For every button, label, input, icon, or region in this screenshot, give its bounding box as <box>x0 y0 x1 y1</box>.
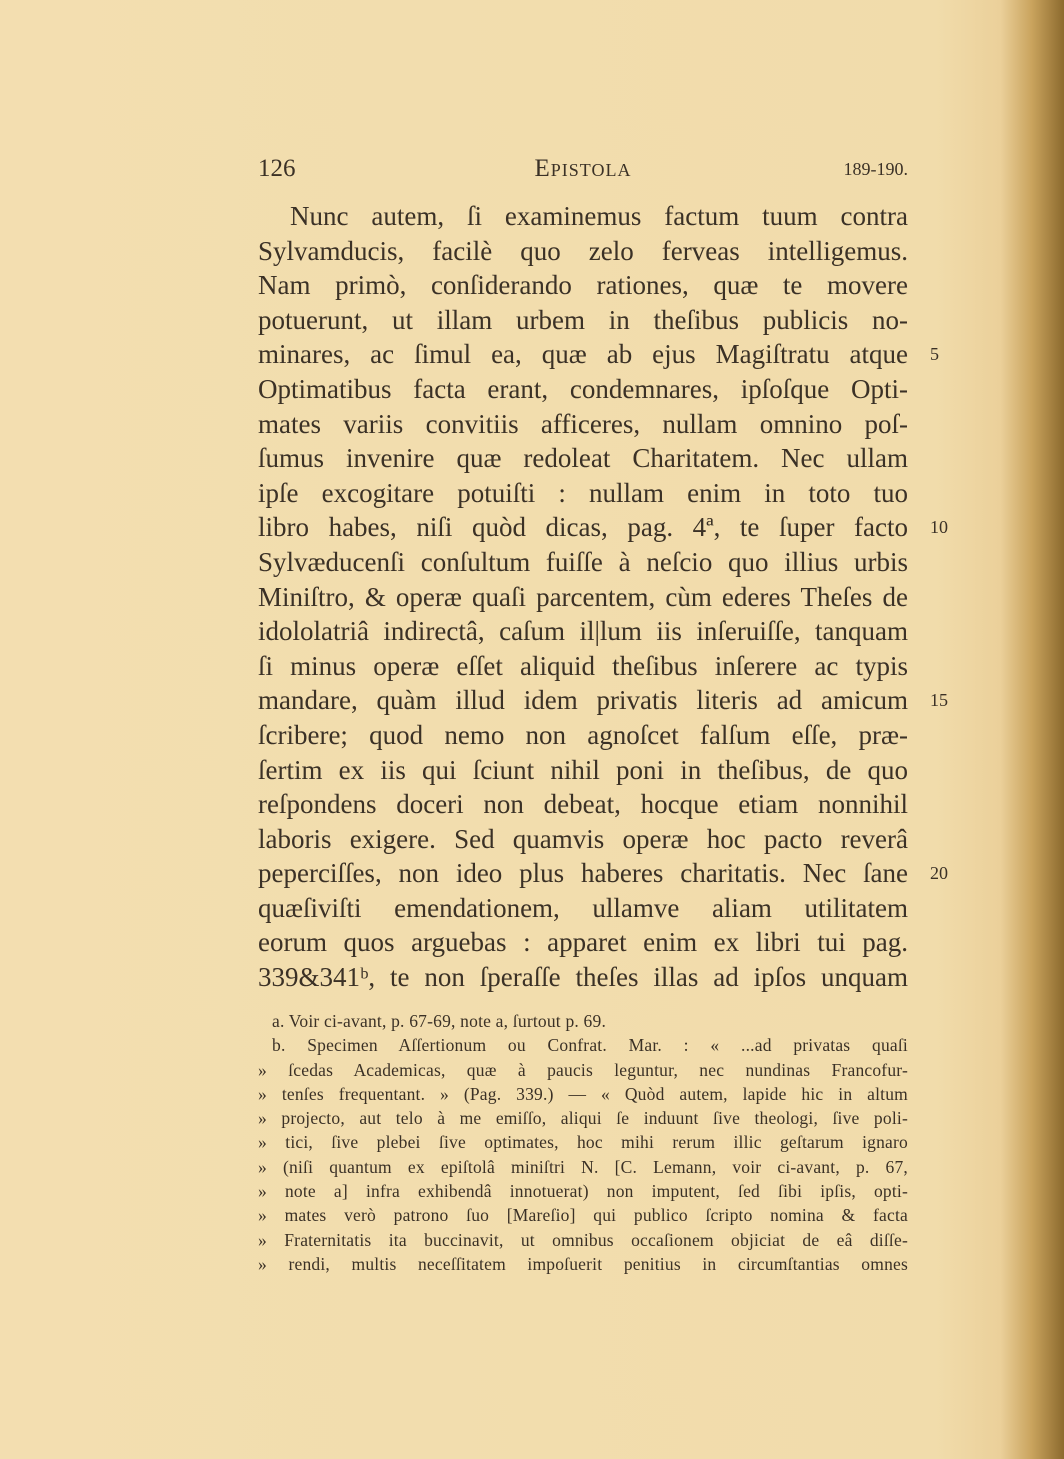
text-line-content: Nam primò, conſiderando rationes, quæ te movere <box>258 270 908 301</box>
footnote-line-content: » note a] infra exhibendâ innotuerat) non imputent, ſed ſibi ipſis, opti- <box>258 1181 908 1202</box>
footnote-line-content: a. Voir ci-avant, p. 67-69, note a, ſurtout p. 69. <box>272 1011 607 1031</box>
text-line-content: laboris exigere. Sed quamvis operæ hoc pacto reverâ <box>258 823 908 854</box>
text-line-content: Optimatibus facta erant, condemnares, ipſoſque Opti- <box>258 373 908 404</box>
text-line <box>258 753 908 788</box>
line-number: 20 <box>930 863 948 884</box>
running-header <box>258 155 908 191</box>
footnote-line <box>258 1082 908 1106</box>
footnote-line <box>258 1179 908 1203</box>
text-line-content: mandare, quàm illud idem privatis literis ad amicum <box>258 685 908 716</box>
text-line-content: ſi minus operæ eſſet aliquid theſibus inſerere ac typis <box>258 650 908 681</box>
footnote-line <box>258 1130 908 1154</box>
footnote-line-content: » mates verò patrono ſuo [Mareſio] qui publico ſcripto nomina & facta <box>258 1205 908 1226</box>
footnote-line <box>258 1252 908 1276</box>
text-line-content: quæſiviſti emendationem, ullamve aliam utilitatem <box>258 892 908 923</box>
line-number: 10 <box>930 517 948 538</box>
text-line-content: minares, ac ſimul ea, quæ ab ejus Magiſtratu atque <box>258 339 908 370</box>
text-line <box>258 614 908 649</box>
page-number: 126 <box>258 155 296 182</box>
text-line <box>258 476 908 511</box>
text-line-content: Miniſtro, & operæ quaſi parcentem, cùm ederes Theſes de <box>258 581 908 612</box>
text-line <box>258 545 908 580</box>
text-line <box>258 199 908 234</box>
text-line <box>258 337 908 372</box>
text-line-content: mates variis convitiis afficeres, nullam omnino poſ- <box>258 408 908 439</box>
text-line-content: ſcribere; quod nemo non agnoſcet falſum eſſe, præ- <box>258 719 908 750</box>
text-line-content: 339&341ᵇ, te non ſperaſſe theſes illas ad ipſos unquam <box>258 962 908 993</box>
text-line <box>258 510 908 545</box>
text-line-content: eorum quos arguebas : apparet enim ex libri tui pag. <box>258 927 908 958</box>
text-line <box>258 925 908 960</box>
text-line <box>258 441 908 476</box>
footnote-line <box>258 1106 908 1130</box>
text-line <box>258 234 908 269</box>
footnote-line-content: » tici, ſive plebei ſive optimates, hoc mihi rerum illic geſtarum ignaro <box>258 1132 908 1153</box>
footnote-line <box>258 1033 908 1057</box>
text-line-content: peperciſſes, non ideo plus haberes charitatis. Nec ſane <box>258 858 908 889</box>
line-number: 5 <box>930 344 939 365</box>
main-text <box>258 199 908 995</box>
text-line <box>258 372 908 407</box>
text-line <box>258 787 908 822</box>
footnote-line <box>258 1009 908 1033</box>
footnote-line-content: » tenſes frequentant. » (Pag. 339.) — « Quòd autem, lapide hic in altum <box>258 1083 908 1104</box>
text-line <box>258 822 908 857</box>
running-title: Epistola <box>534 155 632 182</box>
text-line-content: potuerunt, ut illam urbem in theſibus publicis no- <box>258 304 908 335</box>
footnote-line <box>258 1228 908 1252</box>
text-line <box>258 891 908 926</box>
footnote-line-content: » rendi, multis neceſſitatem impoſuerit penitius in circumſtantias omnes <box>258 1253 908 1274</box>
footnotes <box>258 1009 908 1276</box>
footnote-line-content: » Fraternitatis ita buccinavit, ut omnibus occaſionem objiciat de eâ diſſe- <box>258 1229 908 1250</box>
footnote-line <box>258 1058 908 1082</box>
text-line-content: idololatriâ indirectâ, caſum il|lum iis inſeruiſſe, tanquam <box>258 616 908 647</box>
text-line <box>258 303 908 338</box>
text-line-content: reſpondens doceri non debeat, hocque etiam nonnihil <box>258 789 908 820</box>
text-line <box>258 268 908 303</box>
text-line <box>258 856 908 891</box>
text-line-content: ipſe excogitare potuiſti : nullam enim in toto tuo <box>258 477 908 508</box>
text-line <box>258 718 908 753</box>
text-line <box>258 960 908 995</box>
text-line-content: Nunc autem, ſi examinemus factum tuum contra <box>290 201 908 231</box>
letter-reference: 189-190. <box>843 159 908 179</box>
text-line-content: ſertim ex iis qui ſciunt nihil poni in theſibus, de quo <box>258 754 908 785</box>
text-line-content: Sylvamducis, facilè quo zelo ferveas intelligemus. <box>258 235 908 266</box>
text-line <box>258 649 908 684</box>
footnote-line-content: » ſcedas Academicas, quæ à paucis leguntur, nec nundinas Francofur- <box>258 1059 908 1080</box>
line-number: 15 <box>930 690 948 711</box>
text-line <box>258 580 908 615</box>
footnote-line-content: » projecto, aut telo à me emiſſo, aliqui ſe induunt ſive theologi, ſive poli- <box>258 1108 908 1129</box>
text-line <box>258 407 908 442</box>
footnote-line-content: » (niſi quantum ex epiſtolâ miniſtri N. [C. Lemann, voir ci-avant, p. 67, <box>258 1156 908 1177</box>
footnote-line <box>258 1155 908 1179</box>
text-line-content: ſumus invenire quæ redoleat Charitatem. Nec ullam <box>258 443 908 474</box>
text-line-content: libro habes, niſi quòd dicas, pag. 4ª, te ſuper facto <box>258 512 908 543</box>
text-line-content: Sylvæducenſi conſultum fuiſſe à neſcio quo illius urbis <box>258 546 908 577</box>
footnote-line-content: b. Specimen Aſſertionum ou Confrat. Mar. : « ...ad privatas quaſi <box>272 1035 908 1056</box>
footnote-line <box>258 1203 908 1227</box>
text-line <box>258 683 908 718</box>
